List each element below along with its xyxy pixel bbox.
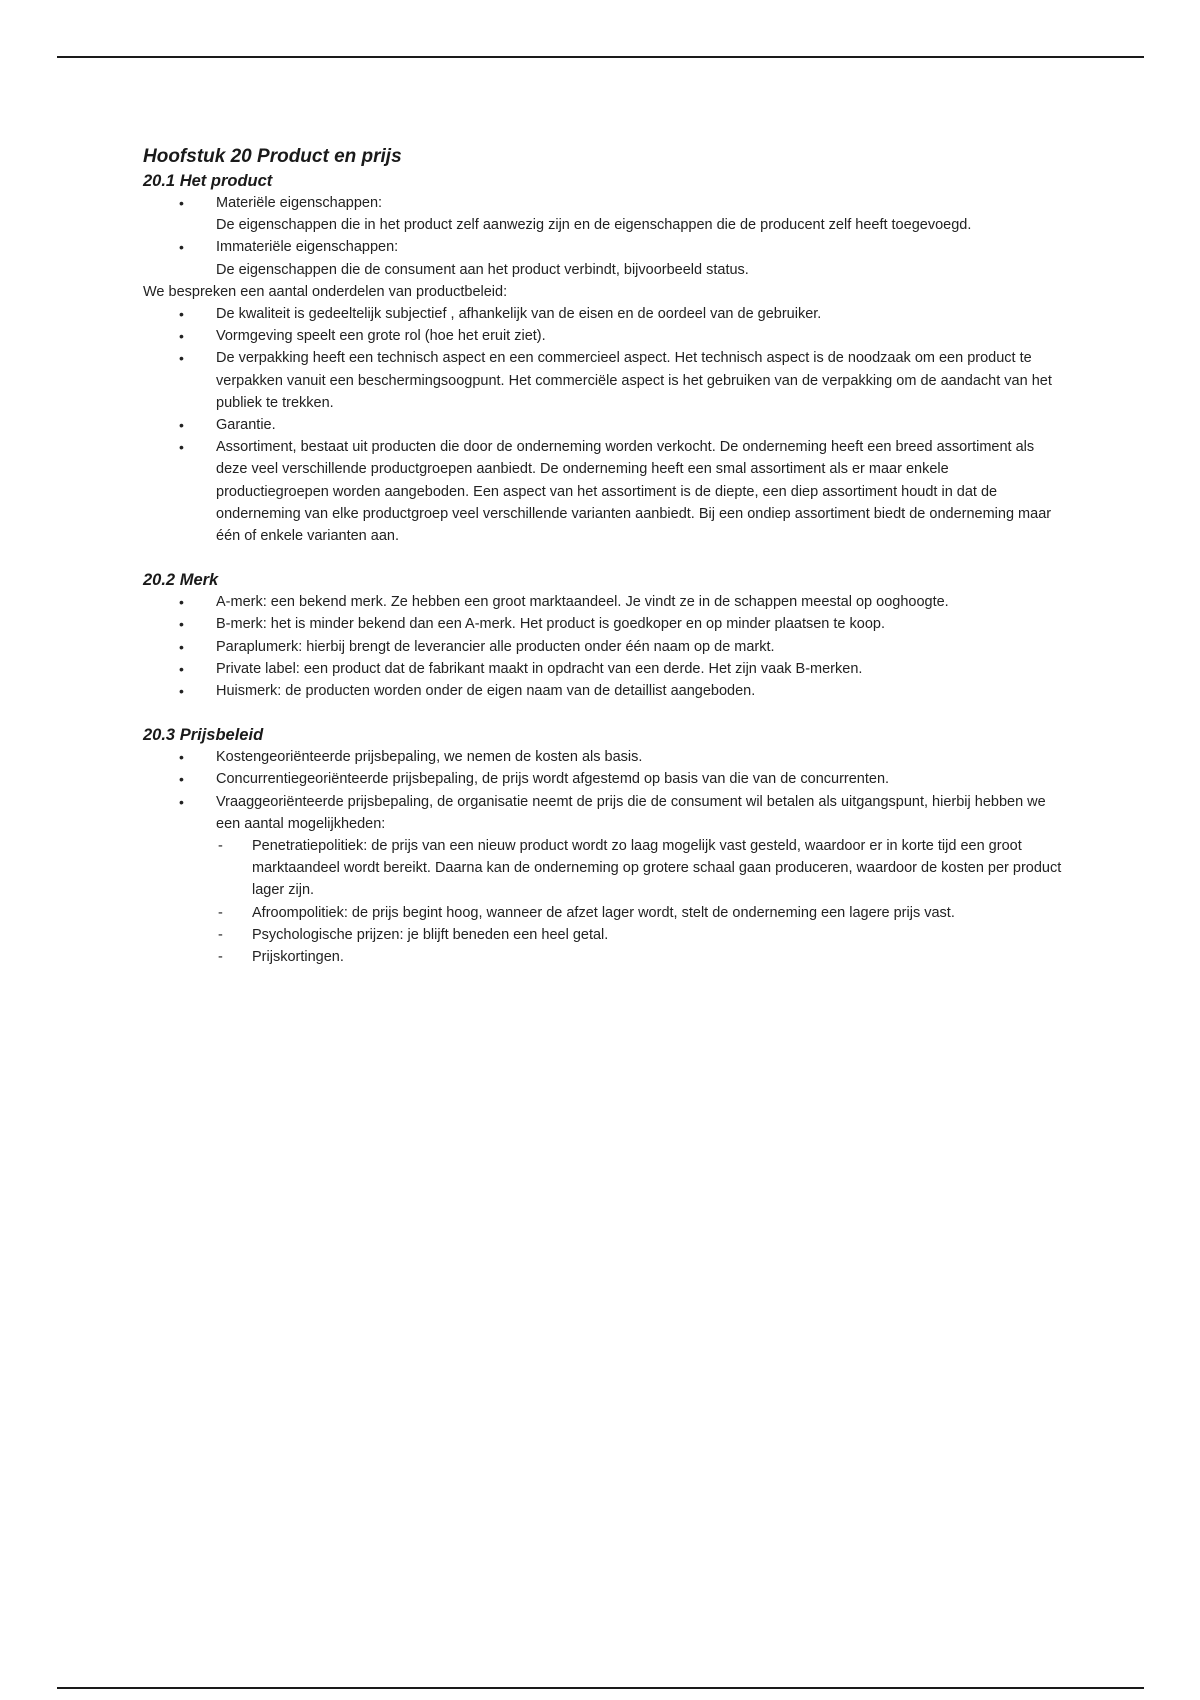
sub-list-item: - Prijskortingen. — [252, 946, 1063, 968]
sub-list-item: - Penetratiepolitiek: de prijs van een nieuw product wordt zo laag mogelijk vast gesteld, waardoor er in korte tijd een groot marktaandeel wordt bereikt. Daarna kan de onderneming op grotere schaal gaan produceren, waardoor de kosten per product lager zijn. — [252, 835, 1063, 902]
properties-list — [143, 192, 1063, 281]
list-item — [216, 192, 1063, 236]
section-heading-merk: 20.2 Merk — [143, 571, 219, 590]
document-body — [143, 144, 1063, 968]
list-item: • Private label: een product dat de fabrikant maakt in opdracht van een derde. Het zijn vaak B-merken. — [216, 658, 1063, 680]
list-item — [216, 236, 1063, 280]
list-item: • Garantie. — [216, 414, 1063, 436]
list-item-text: • Vraaggeoriënteerde prijsbepaling, de organisatie neemt de prijs die de consument wil betalen als uitgangspunt, hierbij hebben we een aantal mogelijkheden: — [216, 793, 1046, 832]
list-item — [216, 791, 1063, 969]
product-policy-list — [143, 303, 1063, 547]
list-item: • De verpakking heeft een technisch aspect en een commercieel aspect. Het technisch aspect is de noodzaak om een product te verpakken vanuit een beschermingsoogpunt. Het commerciële aspect is het gebruiken van de verpakking om de aandacht van het publiek te trekken. — [216, 347, 1063, 414]
property-text: De eigenschappen die in het product zelf aanwezig zijn en de eigenschappen die de producent zelf heeft toegevoegd. — [216, 217, 972, 234]
property-text: De eigenschappen die de consument aan het product verbindt, bijvoorbeeld status. — [216, 261, 749, 278]
section-heading-product: 20.1 Het product — [143, 172, 273, 190]
list-item: • Kostengeoriënteerde prijsbepaling, we nemen de kosten als basis. — [216, 746, 1063, 768]
chapter-title: Hoofstuk 20 Product en prijs — [143, 146, 402, 167]
sub-list-item: - Afroompolitiek: de prijs begint hoog, wanneer de afzet lager wordt, stelt de onderneming een lagere prijs vast. — [252, 902, 1063, 924]
property-label: • Materiële eigenschappen: — [216, 195, 383, 211]
list-item: • Assortiment, bestaat uit producten die door de onderneming worden verkocht. De onderneming heeft een breed assortiment als deze veel verschillende productgroepen aanbiedt. De onderneming heeft een smal assortiment als er maar enkele productiegroepen worden aangeboden. Een aspect van het assortiment is de diepte, een diep assortiment houdt in dat de onderneming van elke productgroep veel verschillende varianten aanbiedt. Bij een ondiep assortiment biedt de onderneming maar één of enkele varianten aan. — [216, 436, 1063, 547]
sub-list-item: - Psychologische prijzen: je blijft beneden een heel getal. — [252, 924, 1063, 946]
list-item: • Concurrentiegeoriënteerde prijsbepaling, de prijs wordt afgestemd op basis van die van de concurrenten. — [216, 768, 1063, 790]
merk-list — [143, 591, 1063, 702]
list-item: • Vormgeving speelt een grote rol (hoe het eruit ziet). — [216, 325, 1063, 347]
header-rule — [57, 56, 1144, 58]
list-item: • B-merk: het is minder bekend dan een A-merk. Het product is goedkoper en op minder plaatsen te koop. — [216, 613, 1063, 635]
product-policy-intro: We bespreken een aantal onderdelen van productbeleid: — [143, 283, 508, 300]
section-heading-prijsbeleid: 20.3 Prijsbeleid — [143, 726, 264, 745]
list-item: • Paraplumerk: hierbij brengt de leverancier alle producten onder één naam op de markt. — [216, 636, 1063, 658]
property-label: • Immateriële eigenschappen: — [216, 239, 399, 256]
list-item: • De kwaliteit is gedeeltelijk subjectief , afhankelijk van de eisen en de oordeel van de gebruiker. — [216, 303, 1063, 325]
prijsbeleid-list — [143, 746, 1063, 968]
list-item: • A-merk: een bekend merk. Ze hebben een groot marktaandeel. Je vindt ze in de schappen meestal op ooghoogte. — [216, 591, 1063, 613]
pricing-strategies-list — [216, 835, 1063, 968]
footer-rule — [57, 1687, 1144, 1689]
list-item: • Huismerk: de producten worden onder de eigen naam van de detaillist aangeboden. — [216, 680, 1063, 702]
